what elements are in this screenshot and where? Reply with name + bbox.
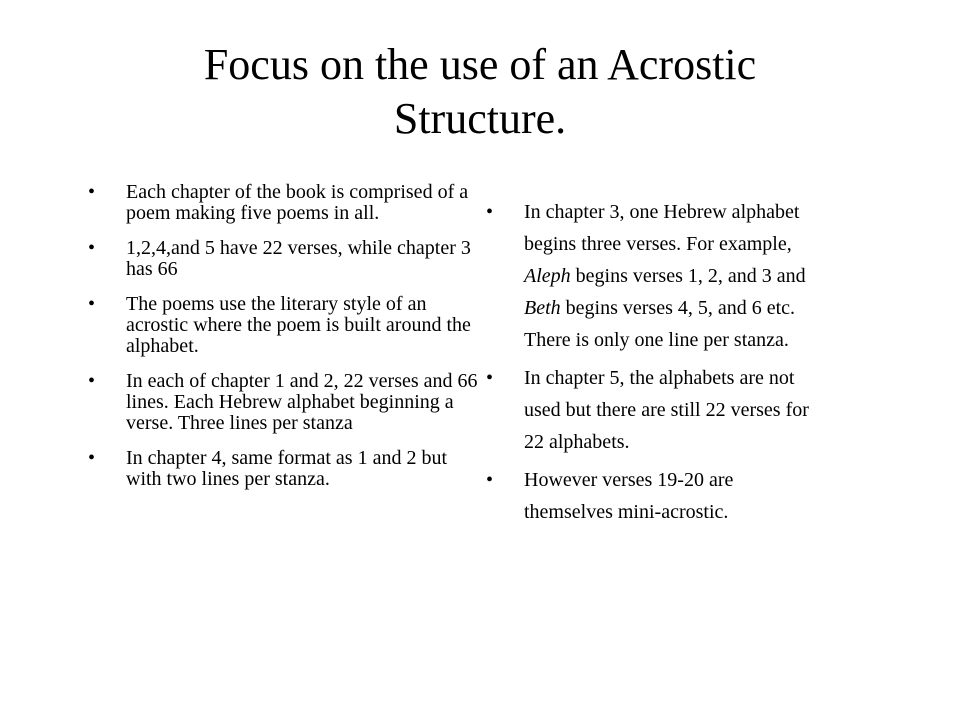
slide-title: [80, 38, 880, 146]
aleph-term: Aleph: [524, 265, 571, 287]
bullet-item: • In each of chapter 1 and 2, 22 verses and 66 lines. Each Hebrew alphabet beginning a verse. Three lines per stanza: [88, 371, 480, 434]
bullet-item: • However verses 19-20 are themselves mini-acrostic.: [486, 464, 816, 528]
bullet-item: • In chapter 5, the alphabets are not used but there are still 22 verses for 22 alphabets.: [486, 362, 816, 458]
bullet-item: • In chapter 4, same format as 1 and 2 but with two lines per stanza.: [88, 448, 480, 490]
bullet-item: • Each chapter of the book is comprised of a poem making five poems in all.: [88, 182, 480, 224]
title-line-1: Focus on the use of an Acrostic: [203, 40, 757, 89]
title-line-2: Structure.: [393, 94, 567, 143]
left-bullet-list: [88, 182, 480, 504]
bullet-item: [486, 196, 816, 356]
chapter3-text-b: begins verses 1, 2, and 3 and: [575, 265, 806, 287]
beth-term: Beth: [524, 297, 561, 319]
chapter3-text-a: In chapter 3, one Hebrew alphabet begins three verses. For example,: [524, 201, 800, 255]
bullet-item: • The poems use the literary style of an acrostic where the poem is built around the alphabet.: [88, 294, 480, 357]
bullet-item: • 1,2,4,and 5 have 22 verses, while chapter 3 has 66: [88, 238, 480, 280]
chapter3-text-c: begins verses 4, 5, and 6 etc. There is only one line per stanza.: [524, 297, 796, 351]
right-bullet-list: [486, 196, 816, 534]
